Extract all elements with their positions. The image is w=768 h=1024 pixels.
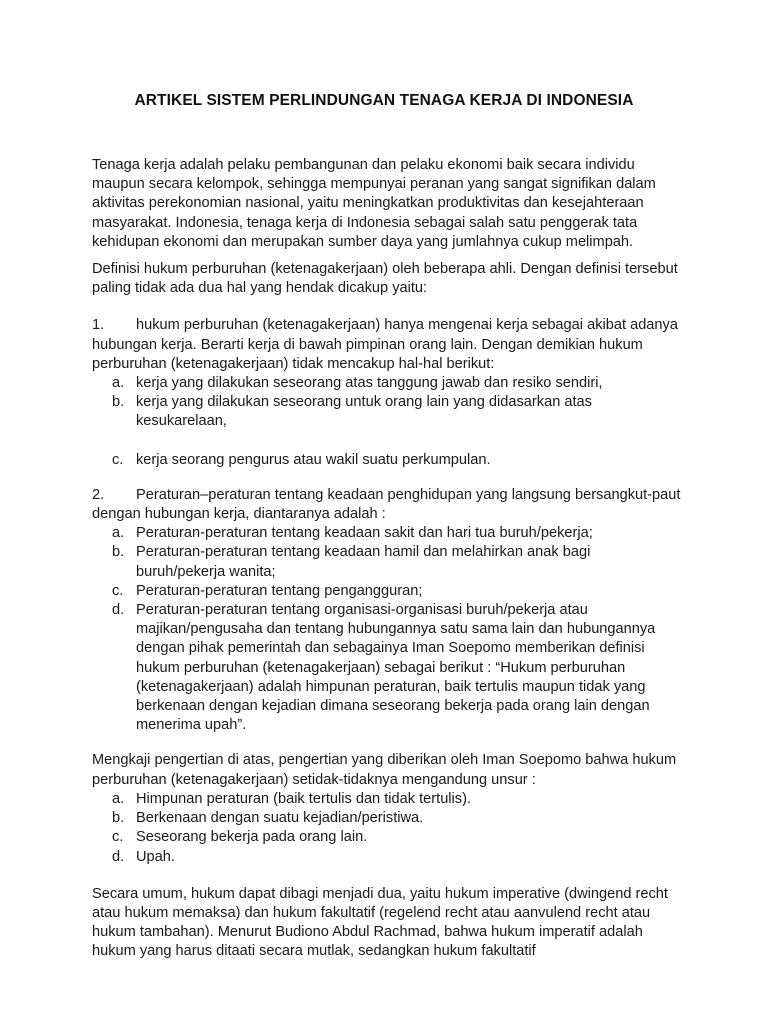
list-item-text: Berkenaan dengan suatu kejadian/peristiwa. [136,810,424,827]
list-letter: b. [112,544,125,561]
list-letter: a. [112,375,125,392]
list-item-text: kerja seorang pengurus atau wakil suatu perkumpulan. [136,451,491,468]
point-2-number: 2. [92,486,105,503]
list-item-text: Himpunan peraturan (baik tertulis dan tidak tertulis). [136,790,472,807]
analysis-item-d [92,848,682,867]
list-item-text: Peraturan-peraturan tentang keadaan hamil dan melahirkan anak bagi buruh/pekerja wanita; [136,544,591,580]
list-item-text: Peraturan-peraturan tentang pengangguran; [136,582,423,599]
point-2-text: Peraturan–peraturan tentang keadaan penghidupan yang langsung bersangkut-paut dengan hubungan kerja, diantaranya adalah : [92,486,681,523]
list-item-text: Peraturan-peraturan tentang keadaan sakit dan hari tua buruh/pekerja; [136,525,593,542]
intro-paragraph: Tenaga kerja adalah pelaku pembangunan dan pelaku ekonomi baik secara individu maupun secara kelompok, sehingga mempunyai peranan yang sangat signifikan dalam aktivitas perekonomian nasional, yaitu meningkatkan produktivitas dan kesejahteraan masyarakat. Indonesia, tenaga kerja di Indonesia sebagai salah satu penggerak tata kehidupan ekonomi dan merupakan sumber daya yang jumlahnya cukup melimpah. [92,157,656,250]
point-2-paragraph [92,486,682,524]
point-1-item-c [92,451,682,470]
document-body [92,156,682,962]
closing-paragraph: Secara umum, hukum dapat dibagi menjadi dua, yaitu hukum imperative (dwingend recht atau hukum memaksa) dan hukum fakultatif (regelend recht atau aanvulend recht atau hukum tambahan). Menurut Budiono Abdul Rachmad, bahwa hukum imperatif adalah hukum yang harus ditaati secara mutlak, sedangkan hukum fakultatif [92,885,668,960]
list-letter: c. [112,582,124,599]
point-2-item-c [92,582,682,601]
list-item-text: kerja yang dilakukan seseorang atas tanggung jawab dan resiko sendiri, [136,375,603,392]
analysis-item-b [92,809,682,828]
point-1-paragraph [92,316,682,374]
analysis-item-a [92,790,682,809]
list-letter: b. [112,810,125,827]
list-letter: c. [112,451,124,468]
list-letter: b. [112,394,125,411]
point-1-number: 1. [92,317,105,334]
point-1-text: hukum perburuhan (ketenagakerjaan) hanya mengenai kerja sebagai akibat adanya hubungan kerja. Berarti kerja di bawah pimpinan orang lain. Dengan demikian hukum perburuhan (ketenagakerjaan) tidak mencakup hal-hal berikut: [92,317,678,372]
list-letter: d. [112,602,125,619]
point-2-item-d [92,601,682,735]
point-1-item-b [92,393,682,431]
analysis-item-c [92,828,682,847]
point-2-item-b [92,543,682,581]
list-letter: c. [112,829,124,846]
list-item-text: Upah. [136,848,175,865]
list-letter: a. [112,790,125,807]
point-2-item-a [92,524,682,543]
list-letter: d. [112,848,125,865]
definition-paragraph: Definisi hukum perburuhan (ketenagakerjaan) oleh beberapa ahli. Dengan definisi tersebut paling tidak ada dua hal yang hendak dicakup yaitu: [92,261,678,297]
list-item-text: Peraturan-peraturan tentang organisasi-organisasi buruh/pekerja atau majikan/pengusaha dan tentang hubungannya satu sama lain dan hubungannya dengan pihak pemerintah dan sebagainya Iman Soepomo memberikan definisi hukum perburuhan (ketenagakerjaan) sebagai berikut : “Hukum perburuhan (ketenagakerjaan) adalah himpunan peraturan, baik tertulis maupun tidak yang berkenaan dengan kejadian dimana seseorang bekerja pada orang lain dengan menerima upah”. [136,602,656,734]
list-item-text: kerja yang dilakukan seseorang untuk orang lain yang didasarkan atas kesukarelaan, [136,394,592,430]
list-item-text: Seseorang bekerja pada orang lain. [136,829,368,846]
analysis-paragraph: Mengkaji pengertian di atas, pengertian yang diberikan oleh Iman Soepomo bahwa hukum perburuhan (ketenagakerjaan) setidak-tidaknya mengandung unsur : [92,752,677,788]
document-title: ARTIKEL SISTEM PERLINDUNGAN TENAGA KERJA DI INDONESIA [134,92,634,109]
list-letter: a. [112,525,125,542]
point-1-item-a [92,374,682,393]
